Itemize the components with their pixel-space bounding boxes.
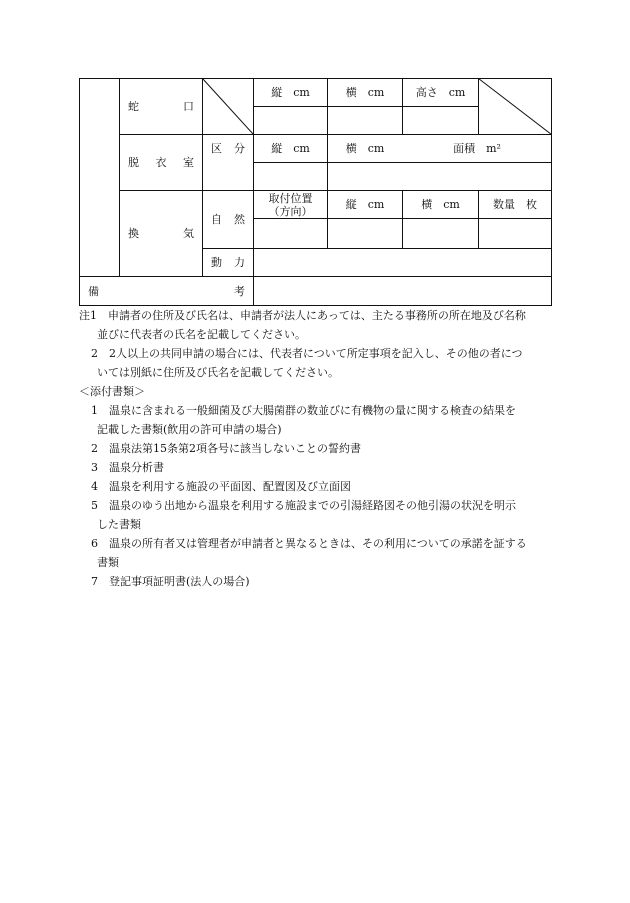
label-char: 脱 <box>128 156 139 169</box>
attachment-7: 7 登記事項証明書(法人の場合) <box>91 575 250 588</box>
kanki-vertical-header: 縦 cm <box>345 198 385 211</box>
attachment-6: 6 温泉の所有者又は管理者が申請者と異なるときは、その利用についての承諾を証する <box>91 537 527 550</box>
attachment-1: 1 温泉に含まれる一般細菌及び大腸菌群の数並びに有機物の量に関する検査の結果を <box>91 404 516 417</box>
label-char: 衣 <box>155 156 167 169</box>
note-1: 注1 申請者の住所及び氏名は、申請者が法人にあっては、主たる事務所の所在地及び名称 <box>79 309 526 322</box>
jaguchi-label <box>120 78 202 134</box>
label-char: 然 <box>234 213 245 226</box>
label-char: 備 <box>88 284 99 298</box>
label-char: 口 <box>183 99 194 113</box>
jaguchi-horizontal-header: 横 cm <box>345 86 385 99</box>
position-header-line: 取付位置 <box>268 191 313 205</box>
shizen-label <box>203 191 253 248</box>
diagonal-line <box>479 79 552 135</box>
datsuijo-area-header: 面積 m² <box>453 142 501 155</box>
note-2-cont: いては別紙に住所及び氏名を記載してください。 <box>97 366 339 379</box>
facility-table <box>79 78 552 306</box>
count-header: 数量 枚 <box>493 198 537 211</box>
attachment-3: 3 温泉分析書 <box>91 461 164 474</box>
attachment-2: 2 温泉法第15条第2項各号に該当しないことの誓約書 <box>91 442 361 455</box>
douryoku-label <box>203 249 253 276</box>
label-char: 動 <box>211 256 222 269</box>
attachment-5: 5 温泉のゆう出地から温泉を利用する施設までの引湯経路図その他引湯の状況を明示 <box>91 499 516 512</box>
label-char: 蛇 <box>128 99 139 113</box>
label-char: 自 <box>211 213 222 226</box>
label-char: 力 <box>234 256 245 269</box>
label-char: 考 <box>234 284 245 298</box>
label-char: 区 <box>211 142 222 155</box>
kanki-label <box>120 191 202 276</box>
note-2: 2 2人以上の共同申請の場合には、代表者について所定事項を記入し、その他の者につ <box>91 347 523 360</box>
datsuijo-vertical-header: 縦 cm <box>271 142 310 155</box>
jaguchi-vertical-header: 縦 cm <box>271 86 310 99</box>
attachment-1-cont: 記載した書類(飲用の許可申請の場合) <box>97 423 282 436</box>
biko-label <box>80 277 253 305</box>
position-header <box>254 191 327 218</box>
attachment-5-cont: した書類 <box>97 518 141 531</box>
diagonal-line <box>203 79 254 135</box>
attachment-4: 4 温泉を利用する施設の平面図、配置図及び立面図 <box>91 480 351 493</box>
position-header-line: （方向） <box>268 204 313 218</box>
note-1-cont: 並びに代表者の氏名を記載してください。 <box>97 328 306 341</box>
kanki-horizontal-header: 横 cm <box>421 198 460 211</box>
label-char: 換 <box>128 227 139 240</box>
kubun-label <box>203 135 253 162</box>
attachment-6-cont: 書類 <box>97 556 119 569</box>
jaguchi-height-header: 高さ cm <box>415 86 466 99</box>
label-char: 室 <box>183 156 194 169</box>
label-char: 気 <box>183 227 194 240</box>
datsuijo-horizontal-header: 横 cm <box>345 142 385 155</box>
datsuijo-label <box>120 135 202 190</box>
label-char: 分 <box>234 142 245 155</box>
attachments-title: ＜添付書類＞ <box>79 385 145 398</box>
